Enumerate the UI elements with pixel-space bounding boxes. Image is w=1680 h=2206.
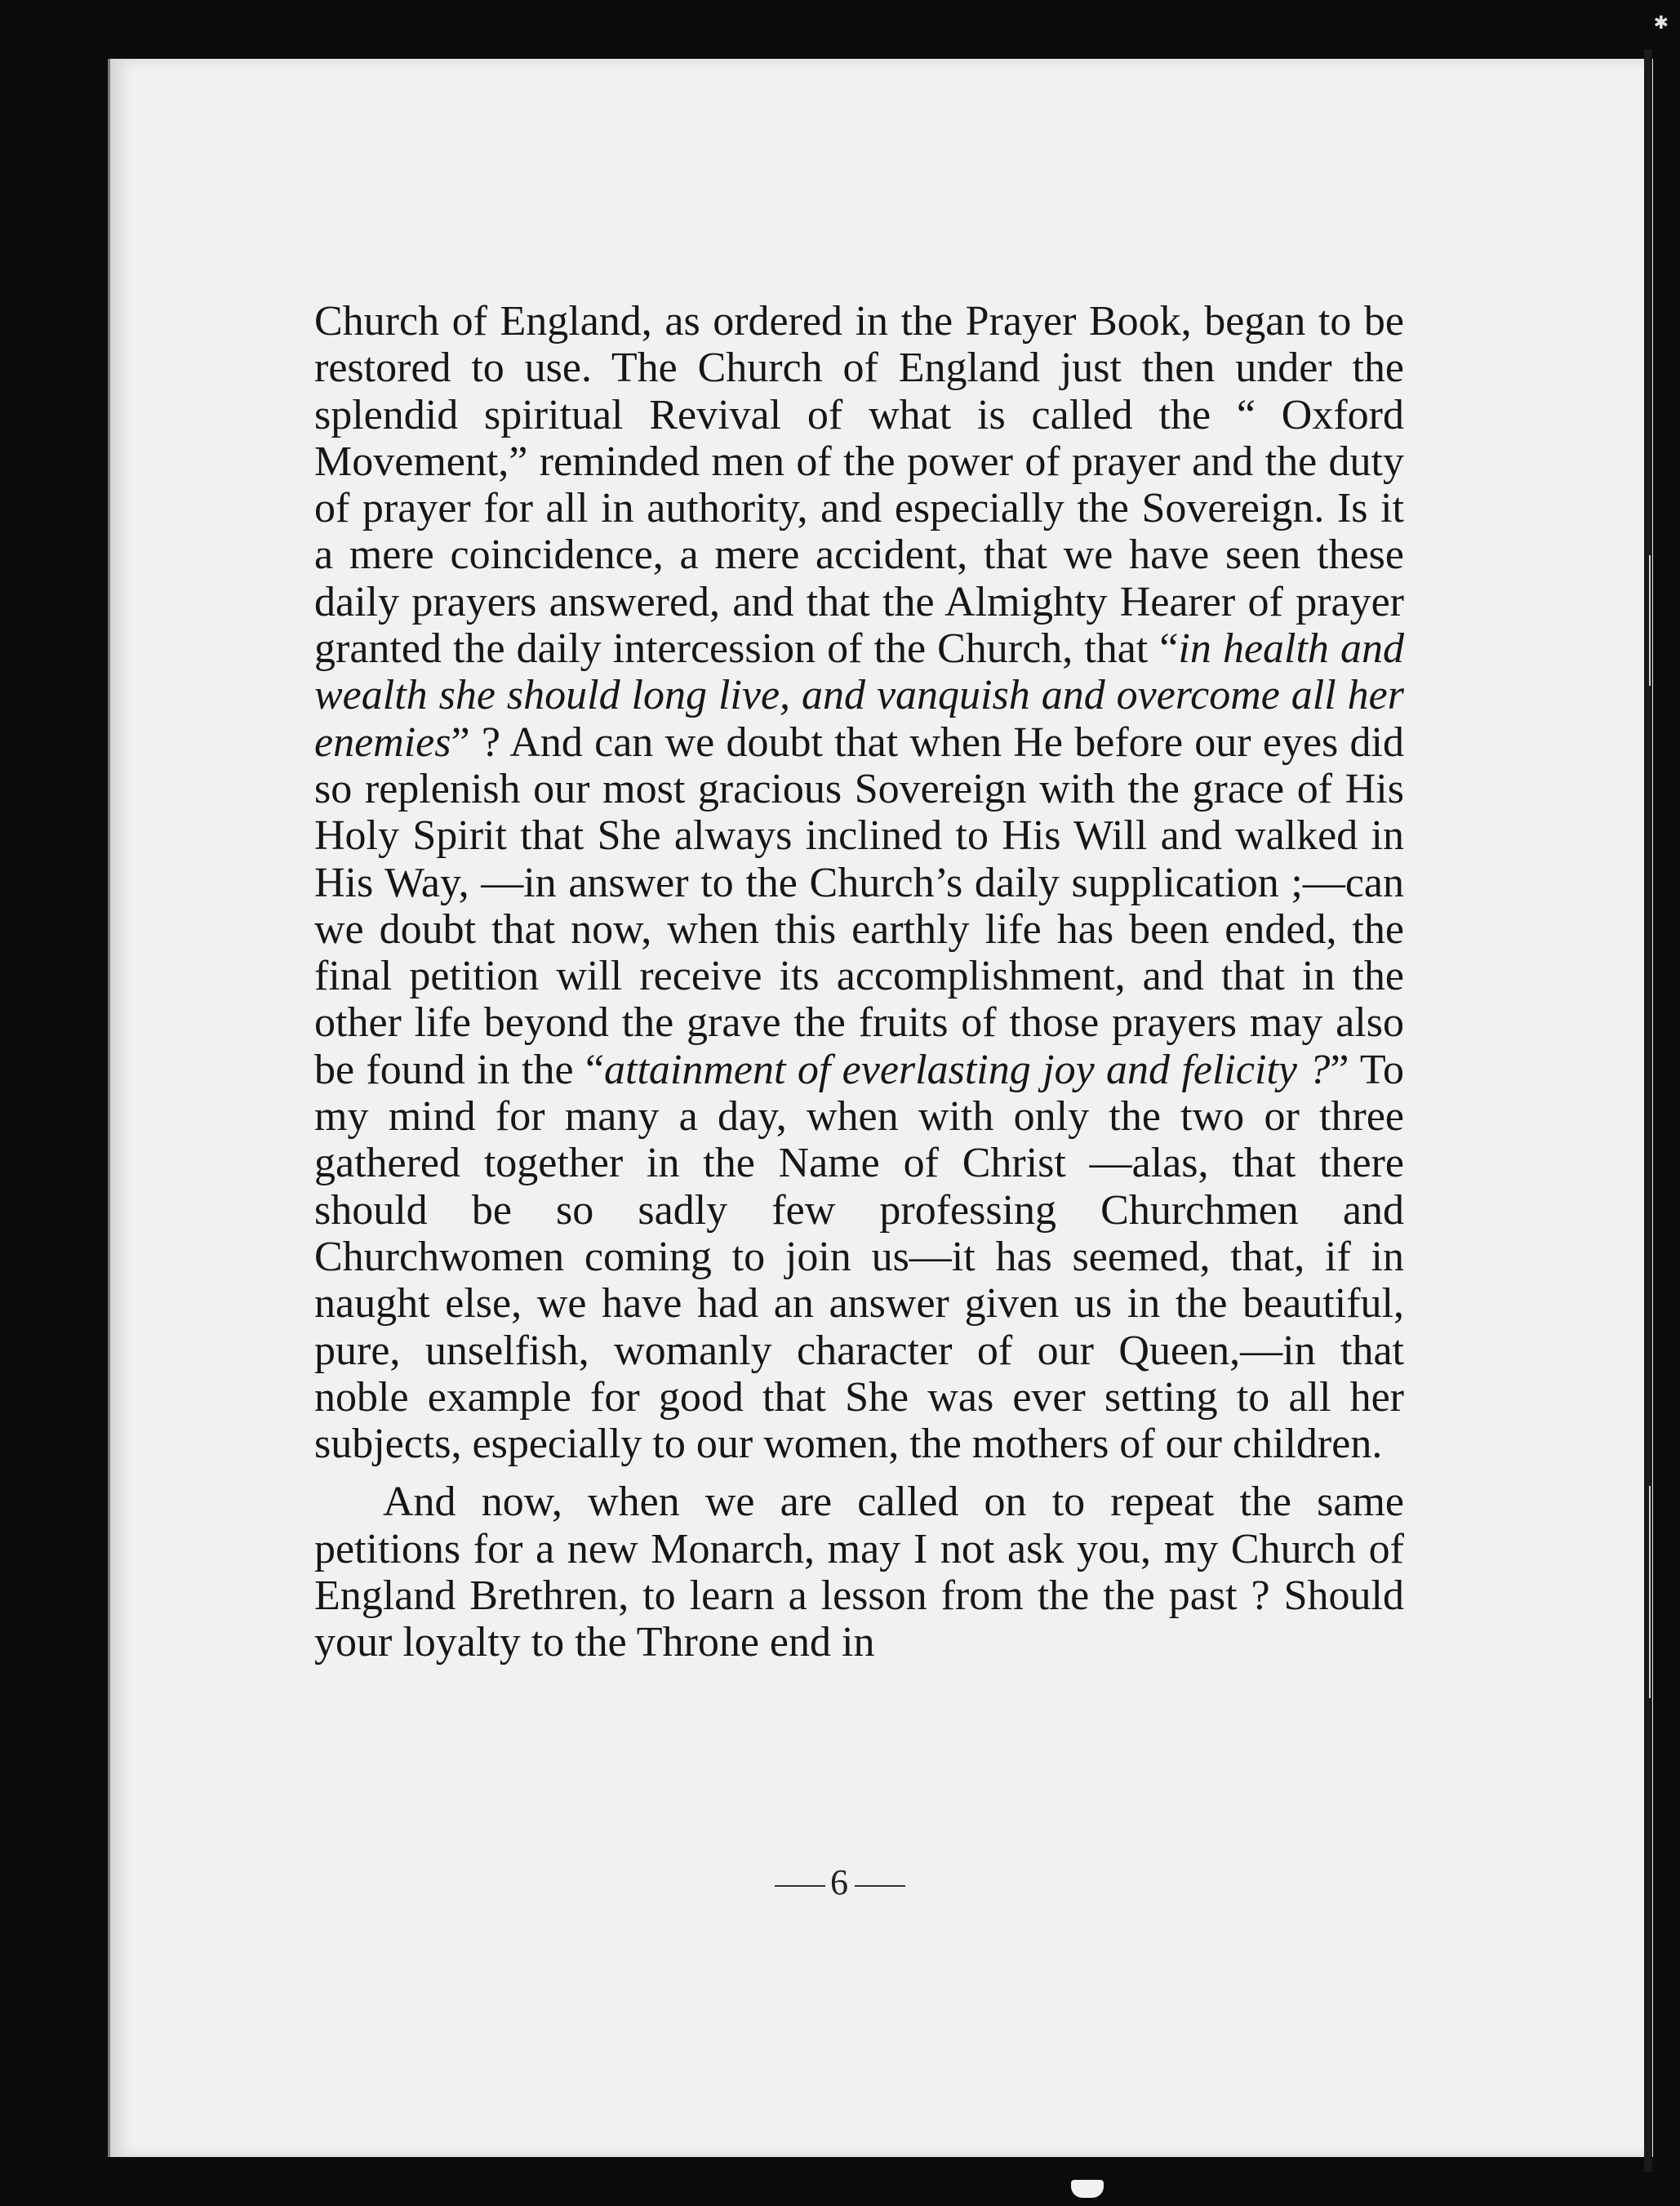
scan-mark-icon: ✱ — [1653, 13, 1669, 33]
text-run: ” ? And can we doubt that when He before our eyes did so replenish our most gracious Sovereign with the grace of His Holy Spirit that She always inclined to His Will and walked in His Way, —in answer to the Church’s daily supplication ;—can we doubt that now, when this earthly life has been ended, the final petition will receive its accomplishment, and that in the other life beyond the grave the fruits of those prayers may also be found in the “ — [314, 718, 1404, 1093]
binding-thread — [1649, 1486, 1651, 1698]
paragraph — [314, 1479, 1404, 1666]
scan-artifact — [1071, 2180, 1104, 2198]
page-number-value: 6 — [830, 1862, 850, 1902]
text-run: ” To my mind for many a day, when with only the two or three gathered together in the Name of Christ —alas, that there should be so sadly few professing Churchmen and Churchwomen coming to join us—it has seemed, that, if in naught else, we have had an answer given us in the beautiful, pure, unselfish, womanly character of our Queen,—in that noble example for good that She was ever setting to all her subjects, especially to our women, the mothers of our children. — [314, 1046, 1404, 1468]
folio-dash-left — [775, 1885, 825, 1887]
page-number — [0, 1861, 1680, 1903]
italic-quotation: attainment of everlasting joy and felicity ? — [604, 1046, 1331, 1093]
text-run: Church of England, as ordered in the Prayer Book, began to be restored to use. The Church of England just then under the splendid spiritual Revival of what is called the “ Oxford Movement,” reminded men of the power of prayer and the duty of prayer for all in authority, and especially the Sovereign. Is it a mere coincidence, a mere accident, that we have seen these daily prayers answered, and that the Almighty Hearer of prayer granted the daily intercession of the Church, that “ — [314, 298, 1404, 673]
folio-dash-right — [855, 1885, 905, 1887]
binding-thread — [1649, 555, 1651, 686]
binding-edge — [1644, 49, 1652, 2172]
italic-quotation: in health and wealth she should long live, and vanquish and overcome all her enemies — [314, 625, 1405, 766]
text-run: And now, when we are called on to repeat the same petitions for a new Monarch, may I not ask you, my Church of England Brethren, to learn a lesson from the the past ? Should your loyalty to the Throne end in — [314, 1479, 1404, 1666]
paragraph — [314, 298, 1404, 1467]
body-text — [314, 298, 1404, 1666]
